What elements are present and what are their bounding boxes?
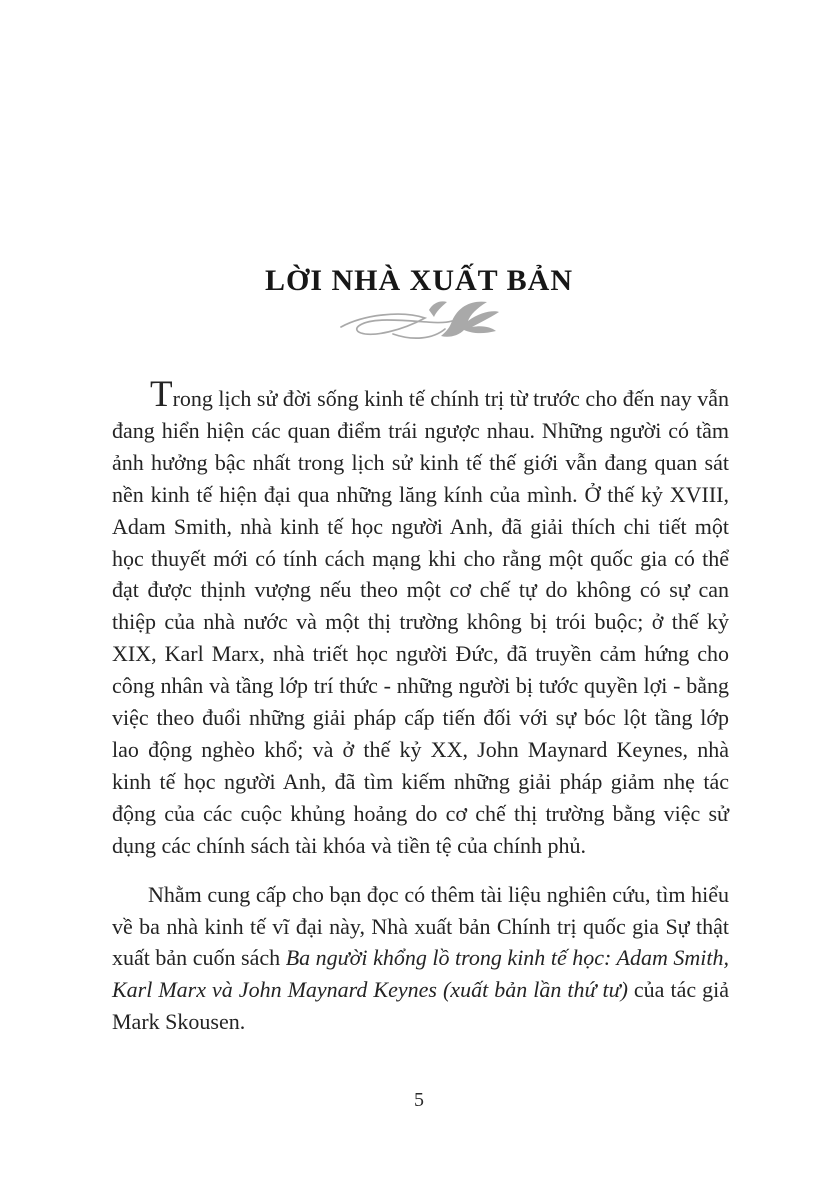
ornament-container: [0, 296, 838, 351]
page-title: LỜI NHÀ XUẤT BẢN: [265, 264, 573, 298]
drop-cap-initial: T: [150, 374, 173, 415]
paragraph-intro-text: rong lịch sử đời sống kinh tế chính trị từ trước cho đến nay vẫn đang hiển hiện các quan điểm trái ngược nhau. Những người có tầm ảnh hưởng bậc nhất trong lịch sử kinh tế thế giới vẫn đang quan sát nền kinh tế hiện đại qua những lăng kính của mình. Ở thế kỷ XVIII, Adam Smith, nhà kinh tế học người Anh, đã giải thích chi tiết một học thuyết mới có tính cách mạng khi cho rằng một quốc gia có thể đạt được thịnh vượng nếu theo một cơ chế tự do không có sự can thiệp của nhà nước và một thị trường không bị trói buộc; ở thế kỷ XIX, Karl Marx, nhà triết học người Đức, đã truyền cảm hứng cho công nhân và tầng lớp trí thức - những người bị tước quyền lợi - bằng việc theo đuổi những giải pháp cấp tiến đối với sự bóc lột tầng lớp lao động nghèo khổ; và ở thế kỷ XX, John Maynard Keynes, nhà kinh tế học người Anh, đã tìm kiếm những giải pháp giảm nhẹ tác động của các cuộc khủng hoảng do cơ chế thị trường bằng việc sử dụng các chính sách tài khóa và tiền tệ của chính phủ.: [112, 386, 729, 858]
page-number: 5: [414, 1089, 424, 1111]
paragraph-intro: [112, 374, 729, 862]
body-text: [112, 374, 729, 1038]
paragraph-publisher-tail: của tác giả Mark Skousen.: [112, 977, 729, 1035]
flourish-ornament-icon: [335, 333, 503, 350]
book-title-italic: Ba người khổng lồ trong kinh tế học: Adam Smith, Karl Marx và John Maynard Keynes (xuất bản lần thứ tư): [112, 945, 729, 1003]
paragraph-publisher-lead: Nhằm cung cấp cho bạn đọc có thêm tài liệu nghiên cứu, tìm hiểu về ba nhà kinh tế vĩ đại này, Nhà xuất bản Chính trị quốc gia Sự thật xuất bản cuốn sách: [112, 881, 729, 971]
paragraph-publisher-note: [112, 879, 729, 1039]
